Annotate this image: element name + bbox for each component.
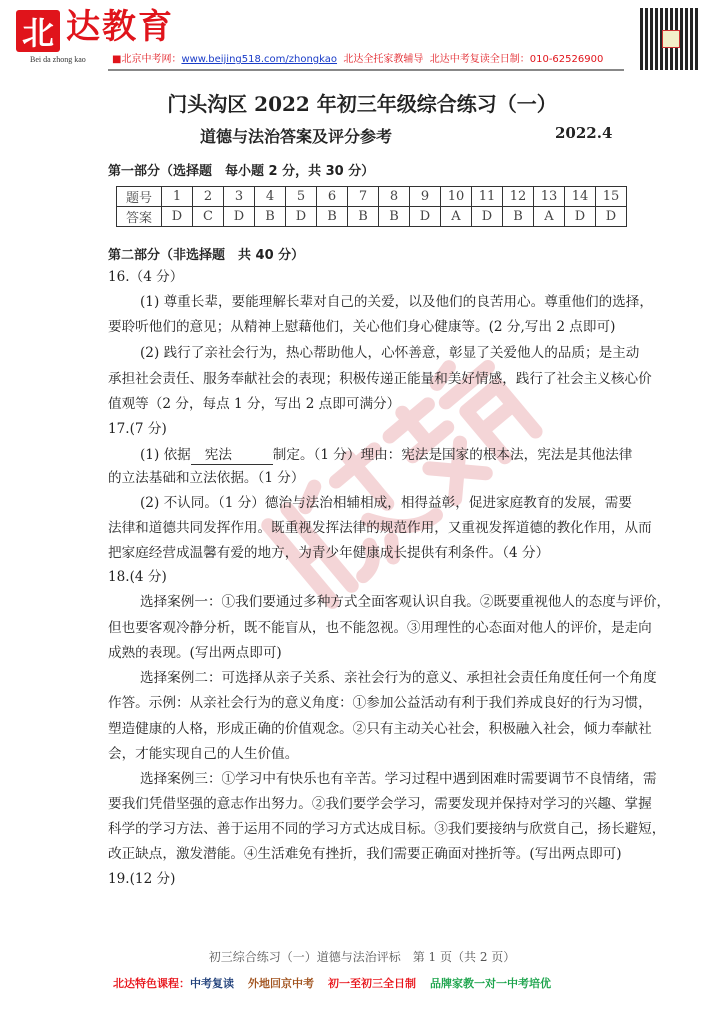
promo-item: 初一至初三全日制 — [328, 977, 416, 990]
answer-cell: B — [503, 207, 534, 227]
answer-cell: D — [410, 207, 441, 227]
row-label: 题号 — [117, 187, 162, 207]
logo-subtitle: Bei da zhong kao — [30, 55, 86, 64]
answer-cell: D — [565, 207, 596, 227]
answer-cell: D — [224, 207, 255, 227]
answer-cell: A — [534, 207, 565, 227]
q18-text: 塑造健康的人格，形成正确的价值观念。②只有主动关心社会，积极融入社会，倾力奉献社 — [108, 721, 652, 737]
q17-text — [140, 446, 632, 465]
promo-item: 外地回京中考 — [248, 977, 314, 990]
answer-cell: C — [193, 207, 224, 227]
q18-text: 科学的学习方法、善于运用不同的学习方式达成目标。③我们要接纳与欣赏自己，扬长避短， — [108, 821, 666, 837]
q19-label: 19.(12 分) — [108, 871, 176, 887]
q18-text: 作答。示例：从亲社会行为的意义角度：①参加公益活动有利于我们养成良好的行为习惯， — [108, 695, 652, 711]
answer-cell: D — [472, 207, 503, 227]
table-row — [117, 207, 627, 227]
q17-text: 把家庭经营成温馨有爱的地方，为青少年健康成长提供有利条件。（4 分） — [108, 545, 550, 561]
logo-text: 达教育 — [66, 7, 174, 47]
q18-text: 但也要客观冷静分析，既不能盲从，也不能忽视。③用理性的心态面对他人的评价，是走向 — [108, 620, 652, 636]
header-banner — [112, 54, 603, 66]
q17-text-a: (1) 依据 — [140, 447, 191, 463]
q18-text: 成熟的表现。(写出两点即可) — [108, 645, 282, 661]
answer-cell: B — [255, 207, 286, 227]
part2-heading: 第二部分（非选择题 共 40 分） — [108, 248, 305, 263]
question-number: 5 — [286, 187, 317, 207]
q17-blank-answer: 宪法 — [191, 446, 273, 465]
answer-cell: D — [162, 207, 193, 227]
page-title: 门头沟区 2022 年初三年级综合练习（一） — [167, 92, 557, 116]
table-row — [117, 187, 627, 207]
date: 2022.4 — [555, 124, 613, 142]
question-number: 13 — [534, 187, 565, 207]
q17-text: 法律和道德共同发挥作用。既重视发挥法律的规范作用，又重视发挥道德的教化作用，从而 — [108, 520, 652, 536]
site-label: ■北京中考网： — [112, 54, 182, 65]
q16-label: 16.（4 分） — [108, 269, 184, 285]
promo-item: 中考复读 — [190, 977, 234, 990]
answer-cell: D — [286, 207, 317, 227]
question-number: 3 — [224, 187, 255, 207]
q18-text: 要我们凭借坚强的意志作出努力。②我们要学会学习，需要发现并保持对学习的兴趣、掌握 — [108, 796, 652, 812]
answer-cell: B — [379, 207, 410, 227]
promo-label: 北达特色课程： — [113, 977, 190, 990]
q17-text: 的立法基础和立法依据。（1 分） — [108, 470, 305, 486]
question-number: 11 — [472, 187, 503, 207]
q16-text: 要聆听他们的意见；从精神上慰藉他们，关心他们身心健康等。(2 分,写出 2 点即可) — [108, 319, 616, 335]
q18-label: 18.(4 分) — [108, 569, 167, 585]
q18-text: 选择案例一：①我们要通过多种方式全面客观认识自我。②既要重视他人的态度与评价， — [140, 594, 671, 610]
answer-table — [116, 186, 627, 227]
q18-text: 会，才能实现自己的人生价值。 — [108, 746, 299, 762]
promo-bar — [113, 975, 565, 991]
question-number: 10 — [441, 187, 472, 207]
answer-cell: B — [348, 207, 379, 227]
q17-label: 17.(7 分) — [108, 421, 167, 437]
question-number: 9 — [410, 187, 441, 207]
q16-text: (1) 尊重长辈，要能理解长辈对自己的关爱，以及他们的良苦用心。尊重他们的选择， — [140, 294, 653, 310]
q17-text-b: 制定。（1 分）理由：宪法是国家的根本法，宪法是其他法律 — [272, 447, 633, 463]
question-number: 2 — [193, 187, 224, 207]
slogan-phone: 北达中考复读全日制：010-62526900 — [429, 54, 604, 65]
header-divider — [108, 69, 624, 71]
question-number: 7 — [348, 187, 379, 207]
q18-text: 选择案例二：可选择从亲子关系、亲社会行为的意义、承担社会责任角度任何一个角度 — [140, 670, 657, 686]
part1-heading: 第一部分（选择题 每小题 2 分，共 30 分） — [108, 164, 375, 179]
question-number: 15 — [596, 187, 627, 207]
q16-text: 承担社会责任、服务奉献社会的表现；积极传递正能量和美好情感，践行了社会主义核心价 — [108, 371, 652, 387]
page-subtitle: 道德与法治答案及评分参考 — [200, 127, 393, 146]
site-link[interactable]: www.beijing518.com/zhongkao — [181, 54, 338, 65]
q18-text: 选择案例三：①学习中有快乐也有辛苦。学习过程中遇到困难时需要调节不良情绪，需 — [140, 771, 657, 787]
promo-item: 品牌家教一对一中考培优 — [430, 977, 551, 990]
q18-text: 改正缺点，激发潜能。④生活难免有挫折，我们需要正确面对挫折等。(写出两点即可) — [108, 846, 622, 862]
answer-cell: D — [596, 207, 627, 227]
page-footer: 初三综合练习（一）道德与法治评标 第 1 页（共 2 页） — [208, 950, 516, 964]
question-number: 6 — [317, 187, 348, 207]
question-number: 8 — [379, 187, 410, 207]
row-label: 答案 — [117, 207, 162, 227]
question-number: 4 — [255, 187, 286, 207]
question-number: 1 — [162, 187, 193, 207]
question-number: 12 — [503, 187, 534, 207]
answer-cell: A — [441, 207, 472, 227]
slogan-tutoring: 北达全托家教辅导 — [343, 54, 424, 65]
q16-text: 值观等（2 分，每点 1 分，写出 2 点即可满分） — [108, 396, 401, 412]
question-number: 14 — [565, 187, 596, 207]
q16-text: (2) 践行了亲社会行为，热心帮助他人，心怀善意，彰显了关爱他人的品质；是主动 — [140, 345, 640, 361]
answer-cell: B — [317, 207, 348, 227]
q17-text: (2) 不认同。（1 分）德治与法治相辅相成，相得益彰，促进家庭教育的发展，需要 — [140, 495, 632, 511]
logo-icon: 北 — [16, 10, 60, 52]
qr-logo-icon — [662, 30, 680, 48]
